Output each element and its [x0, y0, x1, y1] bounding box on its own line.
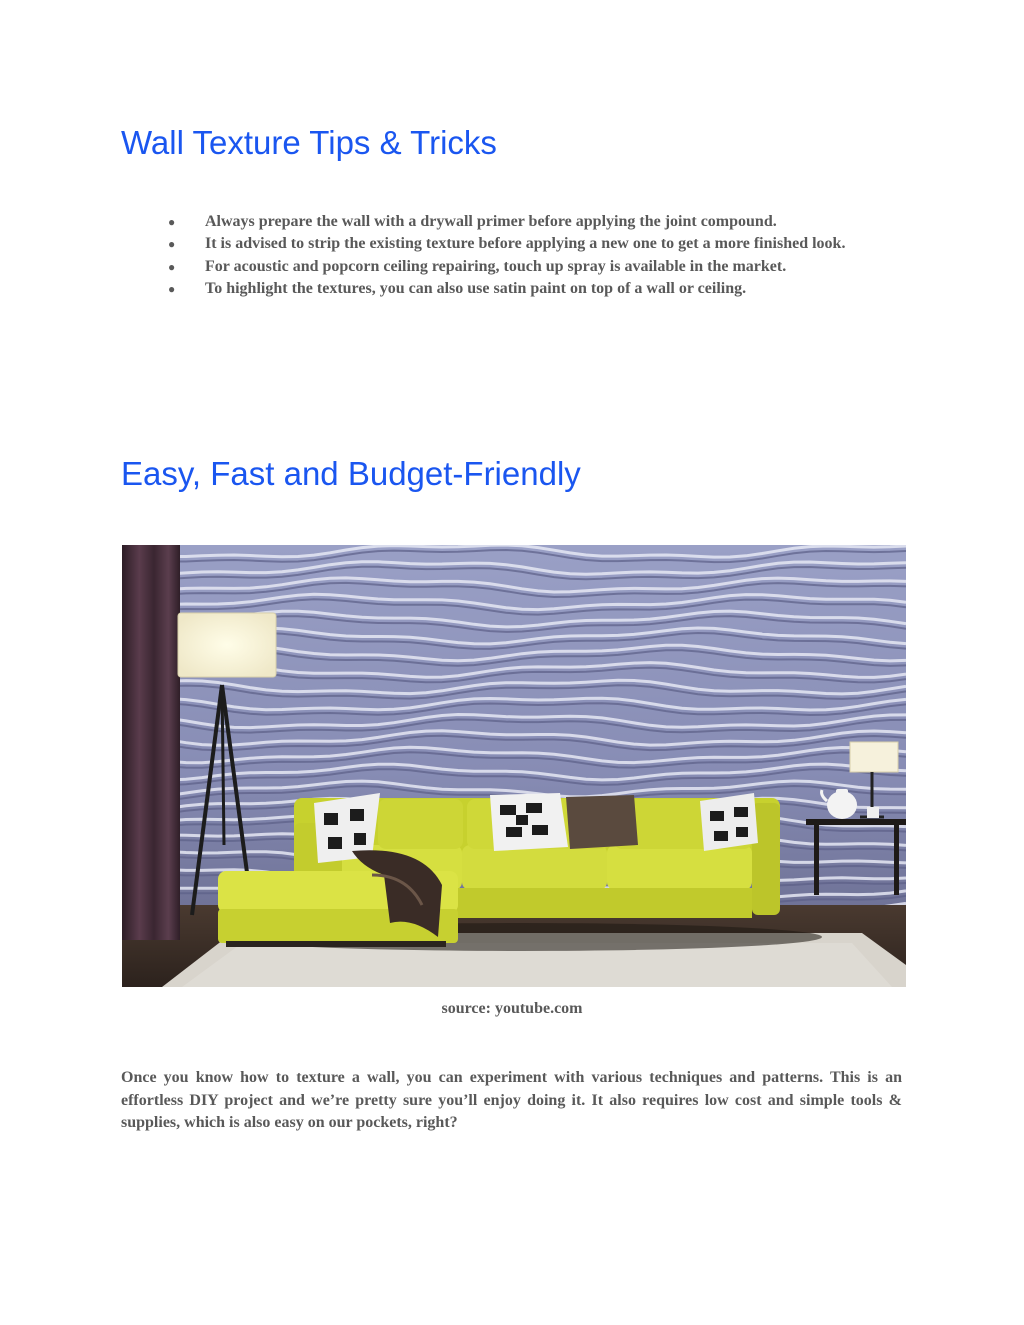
- living-room-photo: [122, 545, 906, 987]
- tips-list: [168, 211, 903, 301]
- tip-item: ● To highlight the textures, you can also use satin paint on top of a wall or ceiling.: [168, 278, 903, 300]
- tips-heading: Wall Texture Tips & Tricks: [121, 124, 497, 161]
- budget-heading: Easy, Fast and Budget-Friendly: [121, 455, 581, 492]
- tip-item: ● Always prepare the wall with a drywall primer before applying the joint compound.: [168, 211, 903, 233]
- tip-item: ● For acoustic and popcorn ceiling repairing, touch up spray is available in the market.: [168, 256, 903, 278]
- body-paragraph: Once you know how to texture a wall, you can experiment with various techniques and patterns. This is an effortless DIY project and we’re pretty sure you’ll enjoy doing it. It also requires low cost and simple tools & supplies, which is also easy on our pockets, right?: [121, 1069, 902, 1132]
- tip-item: ● It is advised to strip the existing texture before applying a new one to get a more finished look.: [168, 233, 903, 255]
- photo-caption: source: youtube.com: [441, 1000, 583, 1017]
